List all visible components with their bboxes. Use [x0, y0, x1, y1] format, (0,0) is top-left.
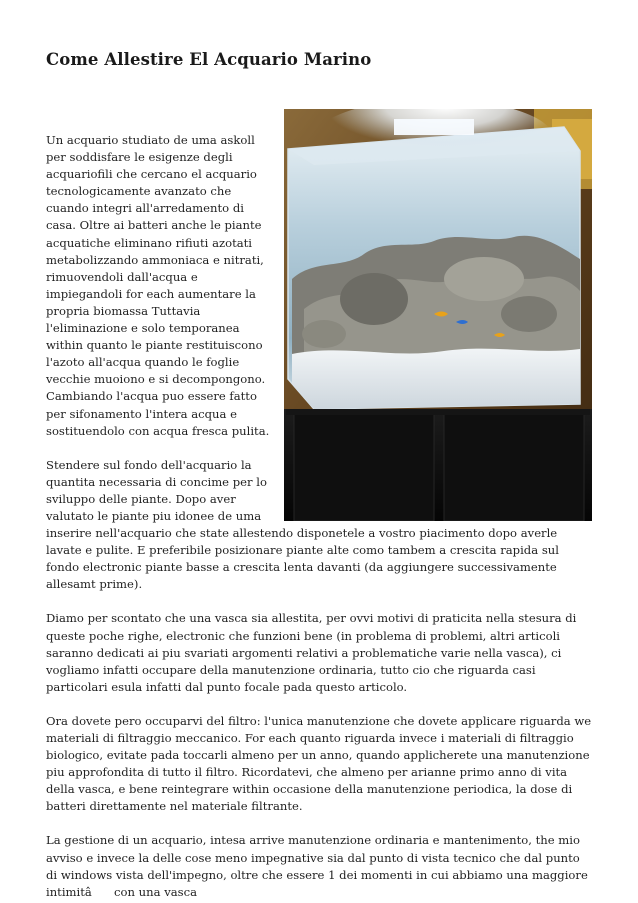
document-title: Come Allestire El Acquario Marino — [46, 50, 372, 69]
aquarium-illustration — [284, 109, 592, 521]
aquarium-photo — [284, 109, 592, 521]
paragraph-4: Ora dovete pero occuparvi del filtro: l'unica manutenzione che dovete applicare riguarda we materiali di filtraggio meccanico. For each quanto riguarda invece i materiali di filtraggio biologico, evitate pada toccarli almeno per un anno, quando applicherete una manutenzione piu approfondita di tutto il filtro. Ricordatevi, che almeno per arianne primo anno di vita della vasca, e bene reintegrare within occasione della manutenzione periodica, la dose di batteri direttamente nel materiale filtrante. — [46, 713, 592, 814]
paragraph-5: La gestione di un acquario, intesa arrive manutenzione ordinaria e mantenimento, the mio avviso e invece la delle cose meno impegnative sia dal punto di vista tecnico che dal punto di windows vista dell'impegno, oltre che essere 1 dei momenti in cui abbiamo una maggiore intimitâ con una vasca — [46, 833, 588, 899]
paragraph-2: Stendere sul fondo dell'acquario la quantita necessaria di concime per lo sviluppo delle piante. Dopo aver valutato le piante piu idonee de uma inserire nell'acquario che state allestendo disponetele a vostro piacimento dopo averle lavate e pulite. E preferibile posizionare piante alte como tambem a crescita rapida sul fondo electronic piante basse a crescita lenta davanti (da aggiungere successivamente allesamt prime). — [46, 457, 559, 592]
paragraph-3: Diamo per scontato che una vasca sia allestita, per ovvi motivi di praticita nella stesura di queste poche righe, electronic che funzioni bene (in problema di problemi, altri articoli saranno dedicati ai piu svariati argomenti relativi a problematiche varie nella vasca), ci vogliamo infatti occupare della manutenzione ordinaria, tutto cio che riguarda casi particolari esula infatti dal punto focale pada questo articolo. — [46, 611, 577, 694]
document-body — [46, 132, 592, 903]
paragraph-1: Un acquario studiato de uma askoll per soddisfare le esigenze degli acquariofili che cercano el acquario tecnologicamente avanzato che cuando integri all'arredamento di casa. Oltre ai batteri anche le piante acquatiche eliminano rifiuti azotati metabolizzando ammoniaca e nitrati, rimuovendoli dall'acqua e impiegandoli for each aumentare la propria biomassa Tuttavia l'eliminazione e solo temporanea within quanto le piante restituiscono l'azoto all'acqua quando le foglie vecchie muoiono e si decompongono. Cambiando l'acqua puo essere fatto per sifonamento l'intera acqua e sostituendolo con acqua fresca pulita. — [46, 133, 270, 438]
